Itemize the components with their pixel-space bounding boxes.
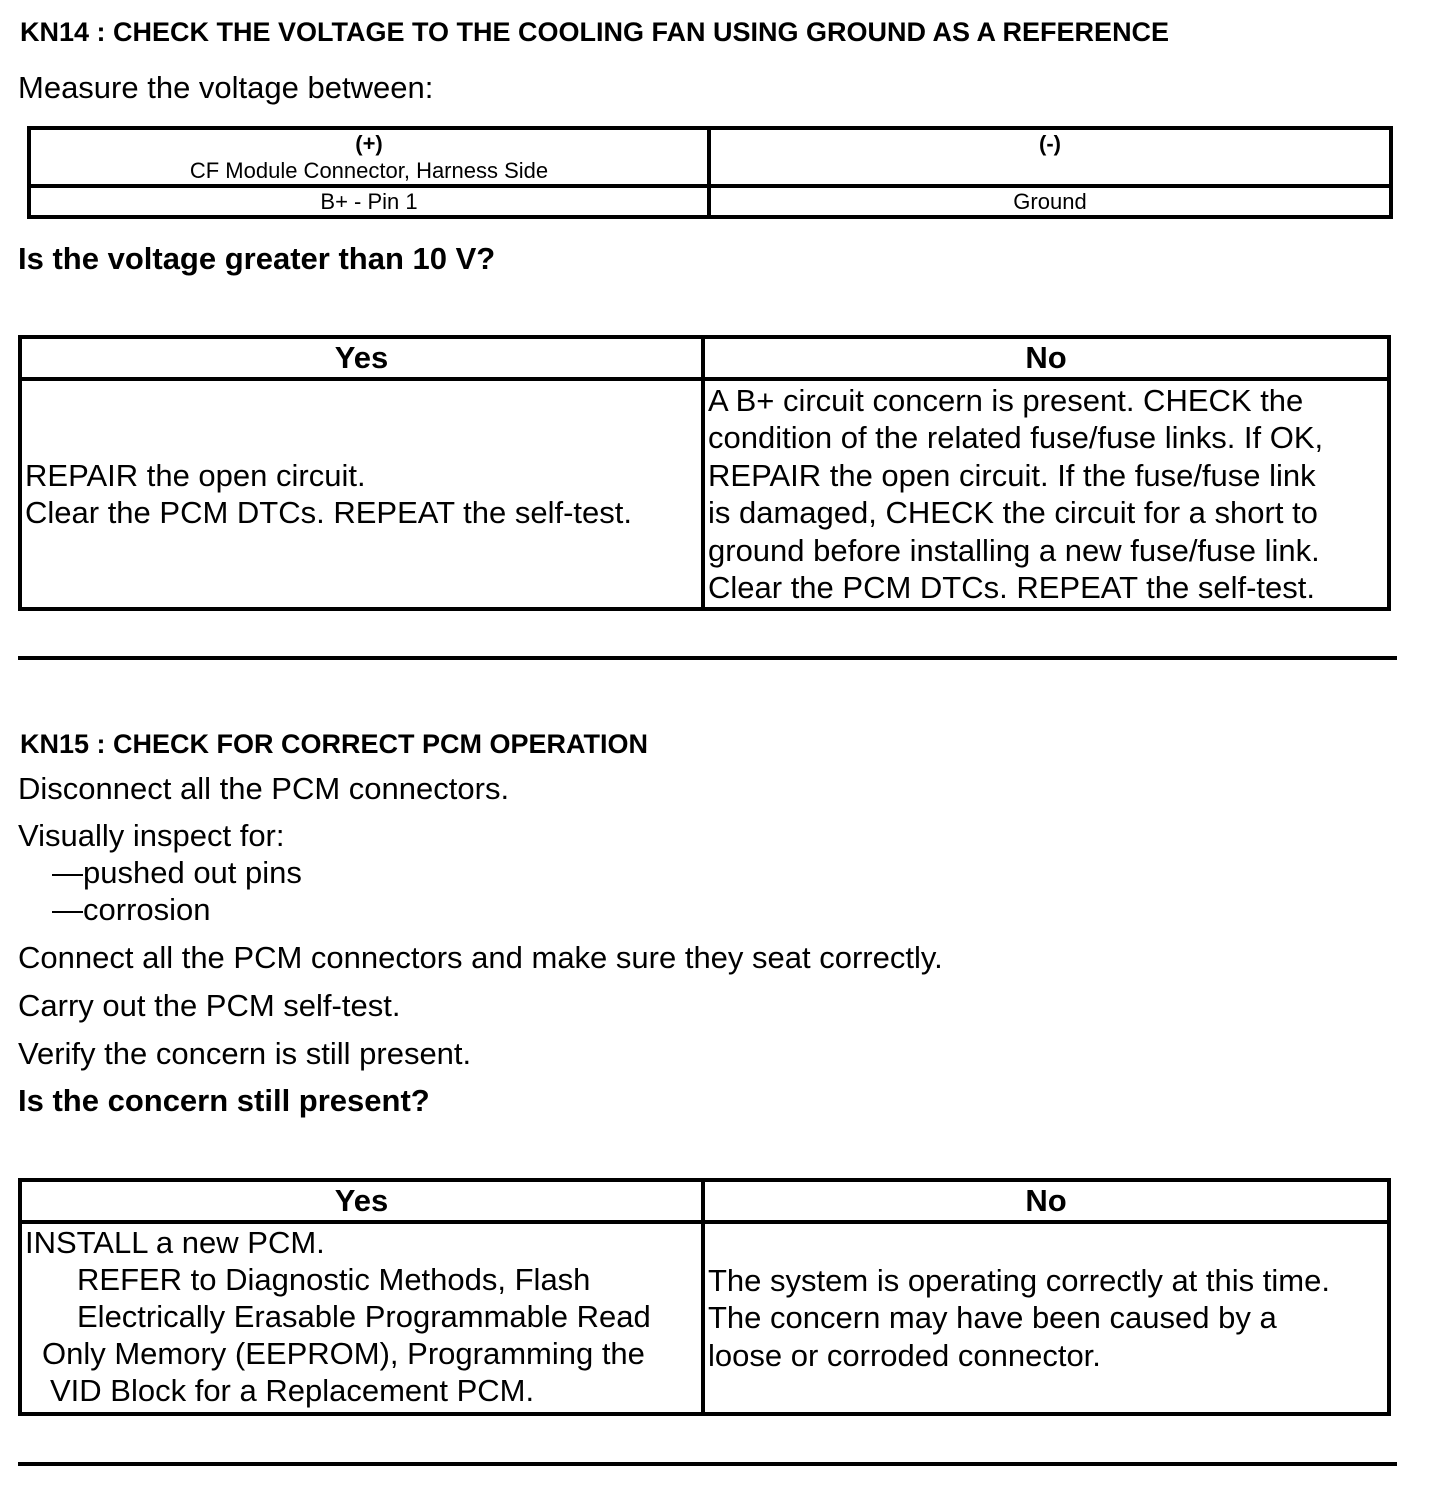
measure-plus-header <box>29 128 709 186</box>
measure-table <box>27 126 1393 219</box>
kn14-result-body-row <box>20 379 1389 609</box>
kn14-yes-header: Yes <box>20 337 703 379</box>
kn15-yes-header: Yes <box>20 1180 703 1222</box>
kn15-step-selftest: Carry out the PCM self-test. <box>18 988 401 1023</box>
kn15-step-connect: Connect all the PCM connectors and make sure they seat correctly. <box>18 940 943 975</box>
kn14-yes-cell <box>20 379 703 609</box>
section-divider <box>18 1462 1397 1466</box>
kn15-yes-line: VID Block for a Replacement PCM. <box>50 1373 535 1408</box>
kn14-no-line: ground before installing a new fuse/fuse link. <box>708 532 1320 568</box>
kn14-result-table <box>18 335 1391 611</box>
kn14-no-line: condition of the related fuse/fuse links. If OK, <box>708 420 1324 455</box>
kn14-yes-line: Clear the PCM DTCs. REPEAT the self-test. <box>25 495 632 530</box>
kn15-yes-line: REFER to Diagnostic Methods, Flash <box>77 1262 591 1297</box>
kn15-yes-line: Only Memory (EEPROM), Programming the <box>42 1336 645 1371</box>
kn15-bullet-item: —pushed out pins <box>52 855 302 890</box>
kn15-result-header-row <box>20 1180 1389 1222</box>
kn15-result-table <box>18 1178 1391 1416</box>
kn15-no-line: The concern may have been caused by a <box>708 1300 1277 1336</box>
kn15-bullet-item: —corrosion <box>52 892 211 927</box>
kn14-no-line: is damaged, CHECK the circuit for a short to <box>708 495 1318 530</box>
kn14-instruction: Measure the voltage between: <box>18 70 434 105</box>
measure-minus-label: (-) <box>1039 131 1061 156</box>
kn15-step-verify: Verify the concern is still present. <box>18 1036 472 1071</box>
kn14-no-cell <box>703 379 1389 609</box>
measure-minus-header <box>709 128 1391 186</box>
section-divider <box>18 656 1397 660</box>
measure-plus-label: (+) <box>355 131 383 156</box>
kn15-heading: KN15 : CHECK FOR CORRECT PCM OPERATION <box>20 729 649 759</box>
kn15-no-header: No <box>703 1180 1389 1222</box>
kn15-step-inspect: Visually inspect for: <box>18 818 285 853</box>
kn14-no-line: REPAIR the open circuit. If the fuse/fuse link <box>708 457 1316 493</box>
kn15-no-line: loose or corroded connector. <box>708 1337 1101 1373</box>
measure-table-header-row <box>29 128 1391 186</box>
measure-plus-sub: CF Module Connector, Harness Side <box>189 158 549 183</box>
kn15-yes-cell <box>20 1222 703 1414</box>
measure-minus-value: Ground <box>709 186 1391 217</box>
measure-table-value-row <box>29 186 1391 217</box>
kn14-no-line: A B+ circuit concern is present. CHECK the <box>708 382 1304 418</box>
kn14-question: Is the voltage greater than 10 V? <box>18 241 496 276</box>
kn15-yes-line: Electrically Erasable Programmable Read <box>77 1299 651 1334</box>
kn14-heading: KN14 : CHECK THE VOLTAGE TO THE COOLING FAN USING GROUND AS A REFERENCE <box>20 17 1170 47</box>
kn15-question: Is the concern still present? <box>18 1083 430 1118</box>
kn14-no-line: Clear the PCM DTCs. REPEAT the self-test. <box>708 570 1315 605</box>
kn15-step-disconnect: Disconnect all the PCM connectors. <box>18 771 510 806</box>
measure-plus-value: B+ - Pin 1 <box>29 186 709 217</box>
kn15-yes-line: INSTALL a new PCM. <box>25 1225 325 1260</box>
kn15-no-line: The system is operating correctly at this time. <box>708 1262 1330 1298</box>
kn14-result-header-row <box>20 337 1389 379</box>
kn15-no-cell <box>703 1222 1389 1414</box>
kn14-yes-line: REPAIR the open circuit. <box>25 457 366 493</box>
kn15-result-body-row <box>20 1222 1389 1414</box>
kn14-no-header: No <box>703 337 1389 379</box>
